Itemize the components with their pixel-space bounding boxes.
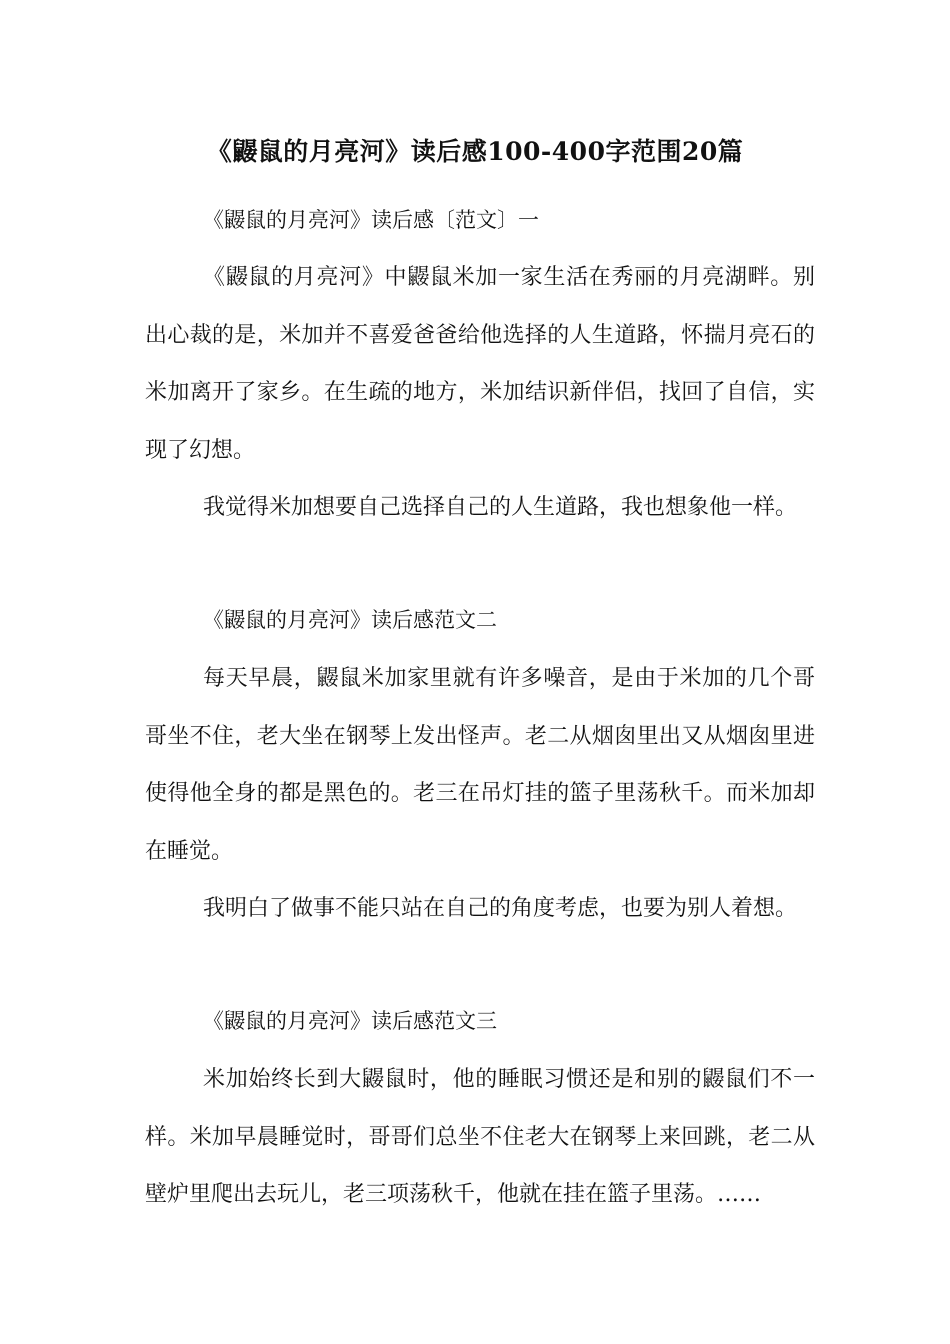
section-1-paragraph-2: 我觉得米加想要自己选择自己的人生道路，我也想象他一样。 [203, 495, 798, 520]
section-heading-3: 《鼹鼠的月亮河》读后感范文三 [203, 1009, 497, 1033]
section-heading-1: 《鼹鼠的月亮河》读后感〔范文〕一 [203, 208, 539, 232]
section-3-paragraph-1: 米加始终长到大鼹鼠时，他的睡眠习惯还是和别的鼹鼠们不一样。米加早晨睡觉时，哥哥们总坐不住老大在钢琴上来回跳，老二从壁炉里爬出去玩儿，老三项荡秋千，他就在挂在篮子里荡。…… [145, 1067, 815, 1207]
section-heading-2: 《鼹鼠的月亮河》读后感范文二 [203, 608, 497, 632]
document-title: 《鼹鼠的月亮河》读后感100-400字范围20篇 [206, 137, 744, 166]
section-1-paragraph-1: 《鼹鼠的月亮河》中鼹鼠米加一家生活在秀丽的月亮湖畔。别出心裁的是，米加并不喜爱爸爸给他选择的人生道路，怀揣月亮石的米加离开了家乡。在生疏的地方，米加结识新伴侣，找回了自信，实现了幻想。 [145, 265, 815, 463]
section-2-paragraph-2: 我明白了做事不能只站在自己的角度考虑，也要为别人着想。 [203, 896, 798, 921]
section-2-paragraph-1: 每天早晨，鼹鼠米加家里就有许多噪音，是由于米加的几个哥哥坐不住，老大坐在钢琴上发出怪声。老二从烟囱里出又从烟囱里进使得他全身的都是黑色的。老三在吊灯挂的篮子里荡秋千。而米加却在睡觉。 [145, 666, 815, 864]
